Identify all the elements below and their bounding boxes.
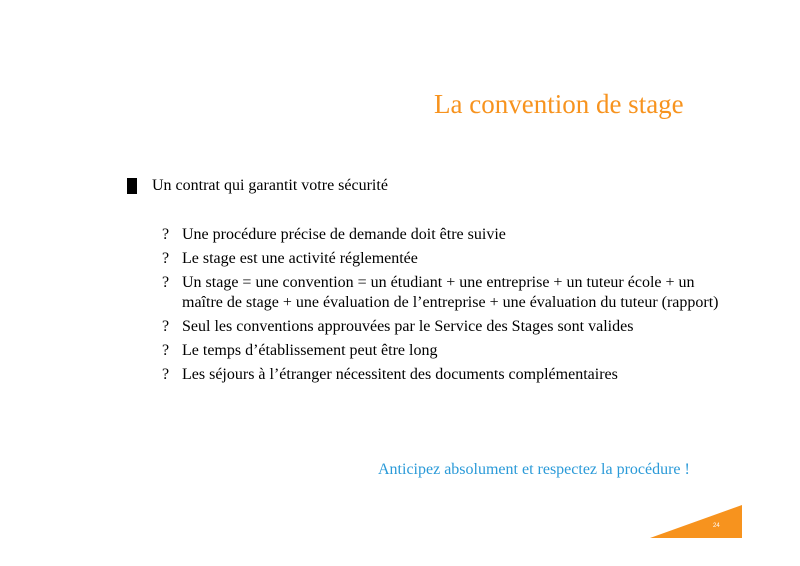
sub-bullet-list	[162, 225, 722, 389]
sub-bullet-item	[162, 317, 722, 337]
question-mark-bullet-icon: ?	[162, 318, 170, 335]
sub-bullet-text: Un stage = une convention = un étudiant + une entreprise + un tuteur école + un maître de stage + une évaluation de l’entreprise + une évaluation du tuteur (rapport)	[182, 274, 719, 311]
sub-bullet-text: Le temps d’établissement peut être long	[182, 342, 438, 359]
question-mark-bullet-icon: ?	[162, 366, 170, 383]
corner-triangle-decoration	[650, 505, 742, 538]
callout-text: Anticipez absolument et respectez la procédure !	[378, 461, 690, 478]
sub-bullet-text: Seul les conventions approuvées par le Service des Stages sont valides	[182, 318, 634, 335]
sub-bullet-item	[162, 341, 722, 361]
question-mark-bullet-icon: ?	[162, 342, 170, 359]
question-mark-bullet-icon: ?	[162, 226, 170, 243]
main-bullet-text: Un contrat qui garantit votre sécurité	[152, 177, 388, 194]
question-mark-bullet-icon: ?	[162, 250, 170, 267]
sub-bullet-item	[162, 365, 722, 385]
page-number: 24	[713, 523, 720, 529]
main-bullet	[127, 176, 388, 196]
sub-bullet-item	[162, 273, 722, 313]
sub-bullet-item	[162, 225, 722, 245]
sub-bullet-text: Le stage est une activité réglementée	[182, 250, 418, 267]
sub-bullet-item	[162, 249, 722, 269]
sub-bullet-text: Les séjours à l’étranger nécessitent des documents complémentaires	[182, 366, 618, 383]
sub-bullet-text: Une procédure précise de demande doit être suivie	[182, 226, 506, 243]
square-bullet-icon	[127, 178, 137, 194]
slide-title: La convention de stage	[434, 89, 684, 119]
question-mark-bullet-icon: ?	[162, 274, 170, 291]
